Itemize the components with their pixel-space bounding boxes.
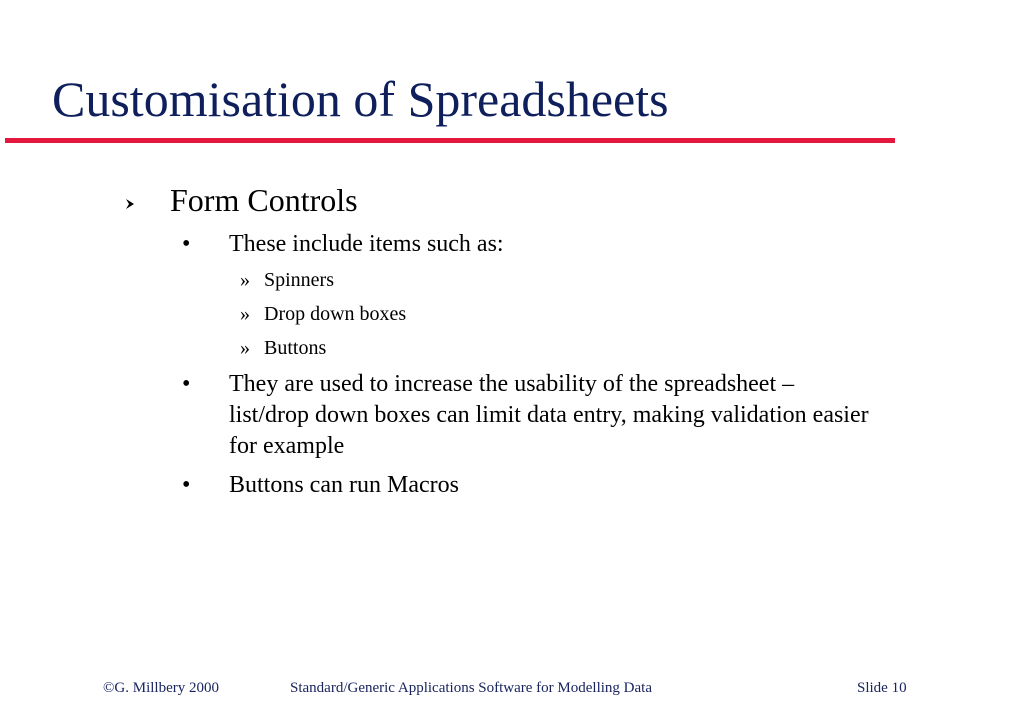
bullet-marker: • — [182, 472, 191, 498]
sub-bullet-marker: » — [240, 337, 250, 359]
bullet-text: These include items such as: — [229, 231, 504, 257]
footer-course-title: Standard/Generic Applications Software for Modelling Data — [290, 680, 652, 696]
section-heading: Form Controls — [170, 182, 358, 218]
sub-bullet-text: Drop down boxes — [264, 303, 407, 325]
footer-slide-number: Slide 10 — [857, 680, 907, 696]
title-underline — [5, 138, 895, 143]
bullet-text: Buttons can run Macros — [229, 472, 459, 498]
sub-bullet-marker: » — [240, 303, 250, 325]
arrow-bullet-icon — [124, 198, 136, 210]
sub-bullet-text: Spinners — [264, 269, 334, 291]
bullet-text: They are used to increase the usability of the spreadsheet – list/drop down boxes can limit data entry, making validation easier for example — [229, 371, 869, 459]
slide-title: Customisation of Spreadsheets — [52, 71, 669, 127]
bullet-marker: • — [182, 231, 191, 257]
sub-bullet-text: Buttons — [264, 337, 327, 359]
sub-bullet-marker: » — [240, 269, 250, 291]
bullet-marker: • — [182, 371, 191, 397]
footer-copyright: ©G. Millbery 2000 — [103, 680, 219, 696]
